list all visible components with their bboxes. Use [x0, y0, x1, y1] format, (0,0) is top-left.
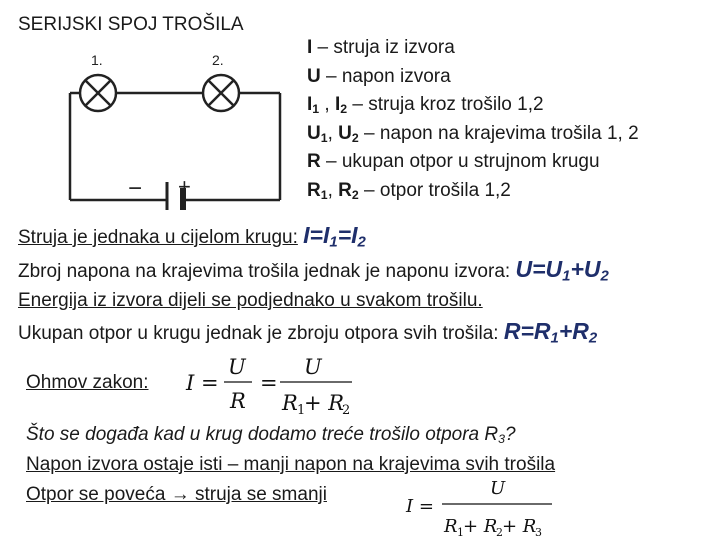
three-load-current-formula	[400, 476, 560, 540]
lamp-2-label: 2.	[212, 52, 224, 68]
svg-text:R: R	[230, 389, 246, 413]
definition-branch-voltages: $U_1$, $U_2$ – napon na krajevima trošila 1, 2	[307, 122, 639, 145]
answer-voltage-line: Napon izvora ostaje isti – manji napon na krajevima svih trošila	[26, 454, 556, 475]
definition-voltage: U – napon izvora	[307, 65, 451, 87]
svg-text:U: U	[304, 355, 322, 379]
rule-current: Struja je jednaka u cijelom krugu: $I=I_1=I_2$	[18, 222, 366, 251]
symbol-definitions	[307, 34, 639, 206]
svg-text:I =: I =	[186, 371, 219, 395]
svg-text:I =: I =	[406, 496, 434, 517]
svg-text:3: 3	[535, 526, 542, 539]
battery-plus-sign: +	[178, 174, 191, 199]
rule-resistance: Ukupan otpor u krugu jednak je zbroju otpora svih trošila: $R=R_1+R_2$	[18, 318, 598, 347]
definition-current: I – struja iz izvora	[307, 37, 455, 58]
formula-resistance: $R=R_1+R_2$	[503, 318, 598, 347]
svg-text:U: U	[490, 478, 506, 499]
definition-branch-currents: $I_1$ , $I_2$ – struja kroz trošilo 1,2	[307, 94, 544, 117]
svg-text:+ R: + R	[502, 516, 537, 537]
battery-minus-sign: −	[128, 175, 143, 202]
rule-energy: Energija iz izvora dijeli se podjednako u svakom trošilu.	[18, 290, 483, 311]
svg-text:1: 1	[457, 526, 464, 539]
slide-title: SERIJSKI SPOJ TROŠILA	[18, 14, 244, 35]
lamp-1-label: 1.	[91, 52, 103, 68]
svg-text:2: 2	[342, 403, 351, 418]
answer-resistance-line: Otpor se poveća → struja se smanji	[26, 484, 327, 505]
ohm-label: Ohmov zakon:	[26, 372, 149, 393]
svg-text:U: U	[228, 355, 246, 379]
svg-text:2: 2	[496, 526, 503, 539]
formula-voltage: $U=U_1+U_2$	[515, 256, 609, 285]
svg-text:R: R	[444, 516, 458, 537]
question-line: Što se događa kad u krug dodamo treće trošilo otpora $R_3$?	[26, 424, 516, 447]
svg-text:R: R	[282, 391, 298, 415]
definition-total-resistance: R – ukupan otpor u strujnom krugu	[307, 151, 600, 173]
series-circuit-diagram	[60, 50, 290, 210]
svg-text:+ R: + R	[304, 391, 345, 415]
rule-voltage: Zbroj napona na krajevima trošila jednak je naponu izvora: $U=U_1+U_2$	[18, 256, 609, 285]
definition-branch-resistances: $R_1$, $R_2$ – otpor trošila 1,2	[307, 179, 511, 203]
formula-current: $I=I_1=I_2$	[303, 222, 366, 251]
svg-text:+ R: + R	[463, 516, 498, 537]
svg-text:1: 1	[297, 403, 306, 418]
svg-text:=: =	[260, 371, 278, 395]
ohm-law-formula	[180, 348, 370, 420]
